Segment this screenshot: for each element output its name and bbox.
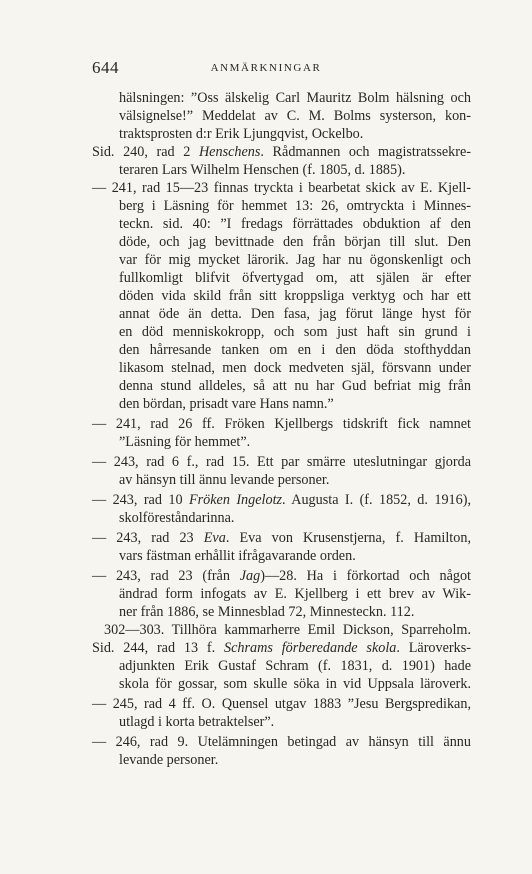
text-line: likasom stelnad, men dock medveten själ, försvann under	[119, 360, 471, 376]
text-line: — 243, rad 23 Eva. Eva von Krusenstjerna, f. Hamilton,	[92, 530, 471, 546]
text-line: berg i Läsning för hemmet 13: 26, omtryckta i Minnes-	[119, 198, 471, 214]
text-line: — 243, rad 10 Fröken Ingelotz. Augusta I. (f. 1852, d. 1916),	[92, 492, 472, 508]
text-line: teraren Lars Wilhelm Henschen (f. 1805, d. 1885).	[119, 162, 406, 178]
text-line: — 246, rad 9. Utelämningen betingad av hänsyn till ännu	[92, 734, 471, 750]
text-line: Sid. 240, rad 2 Henschens. Rådmannen och magistratssekre-	[92, 144, 471, 160]
text-line: döde, och jag bevittnade den från början till slut. Den	[119, 234, 471, 250]
page-header	[0, 58, 532, 80]
text-line: adjunkten Erik Gustaf Schram (f. 1831, d. 1901) hade	[119, 658, 471, 674]
text-line: utlagd i korta betraktelser”.	[119, 714, 275, 730]
running-head: ANMÄRKNINGAR	[210, 62, 322, 74]
text-line: Sid. 244, rad 13 f. Schrams förberedande skola. Läroverks-	[92, 640, 471, 656]
text-line: var för mig mycket lärorik. Jag har nu ögonskenligt och	[119, 252, 471, 268]
text-line: denna stund alldeles, så att nu har Gud befriat mig från	[119, 378, 471, 394]
text-line: fullkomligt blifvit öfvertygad om, att själen är efter	[119, 270, 471, 286]
text-line: skolföreståndarinna.	[119, 510, 235, 526]
text-line: av hänsyn till ännu levande personer.	[119, 472, 330, 488]
text-line: — 243, rad 6 f., rad 15. Ett par smärre uteslutningar gjorda	[92, 454, 471, 470]
text-line: — 241, rad 15—23 finnas tryckta i bearbetat skick av E. Kjell-	[92, 180, 471, 196]
text-line: — 241, rad 26 ff. Fröken Kjellbergs tidskrift fick namnet	[92, 416, 471, 432]
text-line: 302—303. Tillhöra kammarherre Emil Dickson, Sparreholm.	[104, 622, 471, 638]
text-line: teckn. sid. 40: ”I fredags förrättades obduktion af den	[119, 216, 471, 232]
text-line: ner från 1886, se Minnesblad 72, Minnesteckn. 112.	[119, 604, 415, 620]
text-line: vars fästman erhållit ifrågavarande orden.	[119, 548, 356, 564]
text-line: döden vida skild från sitt kroppsliga verktyg och har ett	[119, 288, 471, 304]
text-line: en död menniskokropp, och som just haft sin grund i	[119, 324, 471, 340]
text-line: den bördan, prisadt vare Hans namn.”	[119, 396, 334, 412]
text-line: traktsprosten d:r Erik Ljungqvist, Ockelbo.	[119, 126, 364, 142]
text-line: den hårresande tanken om en i den döda stofthyddan	[119, 342, 471, 358]
text-line: — 243, rad 23 (från Jag)—28. Ha i förkortad och något	[92, 568, 471, 584]
text-line: skola för gossar, som skulle söka in vid Uppsala läroverk.	[119, 676, 471, 692]
text-line: hälsningen: ”Oss älskelig Carl Mauritz Bolm hälsning och	[119, 90, 471, 106]
text-line: välsignelse!” Meddelat av C. M. Bolms systerson, kon-	[119, 108, 471, 124]
page-number: 644	[92, 58, 119, 77]
text-line: levande personer.	[119, 752, 219, 768]
text-line: — 245, rad 4 ff. O. Quensel utgav 1883 ”Jesu Bergspredikan,	[92, 696, 471, 712]
text-line: annat öde än detta. Den fasa, jag förut länge hyst för	[119, 306, 471, 322]
text-line: ändrad form infogats av E. Kjellberg i ett brev av Wik-	[119, 586, 471, 602]
text-line: ”Läsning för hemmet”.	[119, 434, 251, 450]
